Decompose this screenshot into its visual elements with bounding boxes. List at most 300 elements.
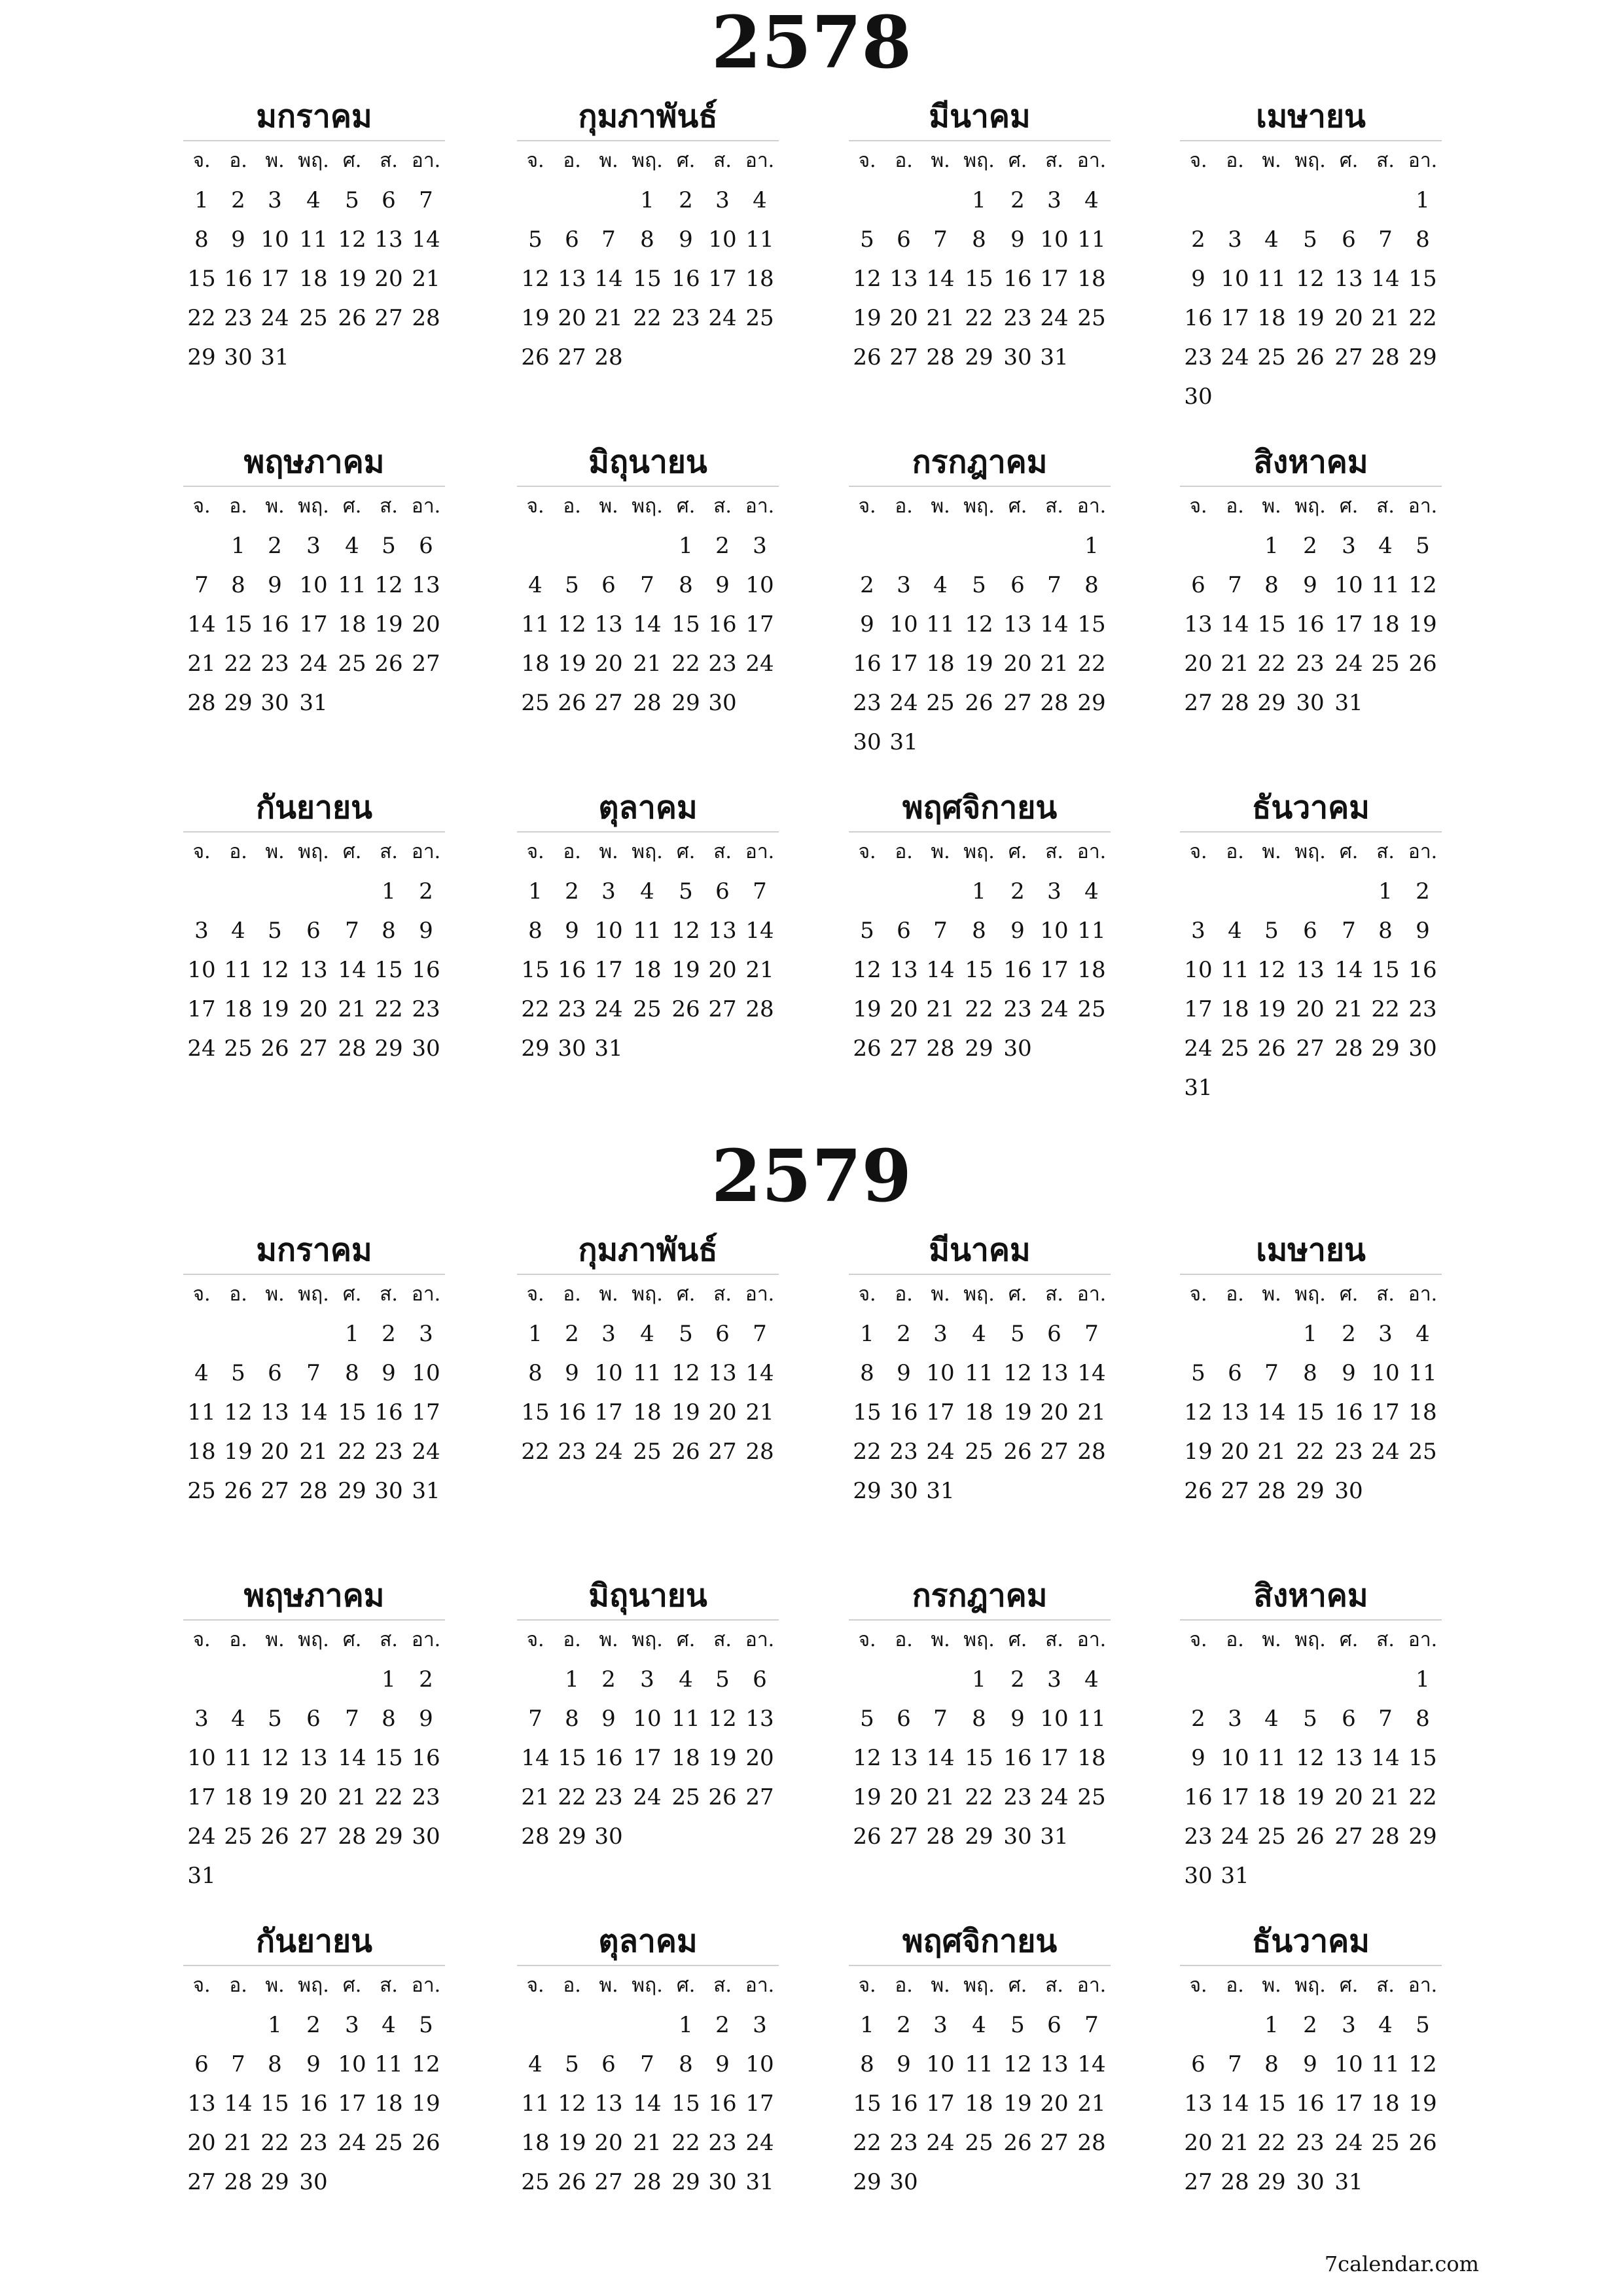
- day-cell: 28: [521, 1823, 550, 1850]
- day-cell: 22: [671, 2130, 700, 2156]
- day-cell: 20: [558, 305, 586, 331]
- day-cell: 25: [1257, 344, 1286, 370]
- day-cell: 20: [1334, 1784, 1363, 1810]
- day-cell: 21: [745, 1399, 774, 1426]
- day-cell: 31: [1334, 2169, 1363, 2195]
- weekday-label: อา.: [1408, 1283, 1438, 1306]
- weekday-label: พ.: [1262, 1974, 1281, 1997]
- weekday-label: อา.: [411, 495, 441, 518]
- day-cell: 7: [1378, 1706, 1393, 1732]
- day-cell: 3: [933, 2012, 948, 2038]
- day-cell: 31: [299, 690, 328, 716]
- day-cell: 4: [1264, 226, 1279, 253]
- month-grid: [183, 1275, 445, 1511]
- day-cell: 21: [745, 957, 774, 983]
- day-cell: 8: [972, 226, 986, 253]
- day-cell: 12: [853, 1745, 882, 1771]
- day-cell: 25: [633, 996, 662, 1022]
- day-cell: 12: [1184, 1399, 1213, 1426]
- day-cell: 27: [412, 651, 440, 677]
- day-cell: 18: [1221, 996, 1249, 1022]
- weekday-label: พฤ.: [963, 1974, 995, 1997]
- empty-cell: [517, 1660, 554, 1699]
- empty-cell: [922, 1660, 959, 1699]
- month-block: [183, 1225, 445, 1511]
- day-cell: 21: [926, 996, 955, 1022]
- empty-cell: [1217, 1660, 1253, 1699]
- day-cell: 6: [601, 2051, 616, 2077]
- day-cell: 21: [338, 1784, 366, 1810]
- day-cell: 19: [1003, 1399, 1032, 1426]
- day-cell: 29: [187, 344, 216, 370]
- day-cell: 14: [224, 2090, 253, 2117]
- weekday-label: ส.: [1376, 149, 1395, 172]
- day-cell: 6: [897, 918, 911, 944]
- day-cell: 15: [965, 1745, 993, 1771]
- day-cell: 28: [224, 2169, 253, 2195]
- day-cell: 23: [889, 2130, 918, 2156]
- day-cell: 26: [260, 1823, 289, 1850]
- day-cell: 31: [594, 1035, 623, 1062]
- weekday-label: อ.: [1226, 1974, 1244, 1997]
- day-cell: 29: [1077, 690, 1106, 716]
- weekday-label: จ.: [858, 1283, 876, 1306]
- day-cell: 13: [1040, 1360, 1069, 1386]
- day-cell: 6: [1191, 2051, 1205, 2077]
- day-cell: 8: [1378, 918, 1393, 944]
- day-cell: 6: [897, 1706, 911, 1732]
- day-cell: 31: [889, 729, 918, 755]
- day-cell: 15: [187, 266, 216, 292]
- weekday-label: อา.: [411, 1628, 441, 1651]
- year-title: 2578: [711, 0, 912, 84]
- day-cell: 4: [640, 1321, 654, 1347]
- day-cell: 23: [1334, 1439, 1363, 1465]
- day-cell: 1: [565, 1666, 579, 1693]
- day-cell: 31: [1040, 1823, 1069, 1850]
- day-cell: 29: [1408, 1823, 1437, 1850]
- day-cell: 30: [1184, 384, 1213, 410]
- day-cell: 13: [558, 266, 586, 292]
- weekday-label: อา.: [745, 495, 775, 518]
- day-cell: 29: [1257, 2169, 1286, 2195]
- day-cell: 14: [745, 1360, 774, 1386]
- weekday-label: จ.: [192, 1283, 211, 1306]
- empty-cell: [183, 2005, 220, 2045]
- day-cell: 16: [1184, 1784, 1213, 1810]
- empty-cell: [849, 181, 885, 220]
- day-cell: 4: [306, 187, 321, 213]
- weekday-label: จ.: [192, 840, 211, 863]
- day-cell: 4: [528, 572, 543, 598]
- day-cell: 2: [1303, 533, 1317, 559]
- month-grid: [183, 833, 445, 1068]
- day-cell: 8: [860, 1360, 874, 1386]
- empty-cell: [590, 2005, 627, 2045]
- day-cell: 16: [412, 1745, 440, 1771]
- day-cell: 31: [260, 344, 289, 370]
- day-cell: 12: [853, 266, 882, 292]
- weekday-label: พ.: [265, 1974, 285, 1997]
- weekday-label: ศ.: [1339, 840, 1359, 863]
- day-cell: 19: [338, 266, 366, 292]
- day-cell: 18: [1257, 305, 1286, 331]
- day-cell: 21: [1077, 2090, 1106, 2117]
- day-cell: 18: [1077, 1745, 1106, 1771]
- month-block: [849, 1571, 1111, 1856]
- day-cell: 15: [1257, 611, 1286, 637]
- weekday-label: อา.: [745, 840, 775, 863]
- month-grid: [849, 833, 1111, 1068]
- day-cell: 13: [889, 1745, 918, 1771]
- day-cell: 17: [633, 1745, 662, 1771]
- day-cell: 4: [231, 918, 245, 944]
- weekday-label: ศ.: [676, 1974, 696, 1997]
- day-cell: 5: [679, 1321, 693, 1347]
- weekday-label: พฤ.: [632, 1283, 663, 1306]
- empty-cell: [183, 1660, 220, 1699]
- weekday-label: ศ.: [1339, 495, 1359, 518]
- month-name: มิถุนายน: [517, 1571, 779, 1621]
- day-cell: 21: [338, 996, 366, 1022]
- day-cell: 23: [594, 1784, 623, 1810]
- weekday-label: พฤ.: [298, 840, 329, 863]
- day-cell: 7: [345, 1706, 359, 1732]
- day-cell: 12: [965, 611, 993, 637]
- weekday-label: ศ.: [342, 1283, 362, 1306]
- day-cell: 19: [224, 1439, 253, 1465]
- weekday-label: จ.: [526, 1628, 544, 1651]
- weekday-label: จ.: [858, 840, 876, 863]
- day-cell: 18: [338, 611, 366, 637]
- day-cell: 29: [374, 1823, 403, 1850]
- weekday-label: พฤ.: [298, 1283, 329, 1306]
- day-cell: 13: [594, 611, 623, 637]
- day-cell: 18: [1077, 266, 1106, 292]
- day-cell: 23: [1003, 1784, 1032, 1810]
- day-cell: 22: [521, 996, 550, 1022]
- day-cell: 3: [194, 918, 209, 944]
- day-cell: 2: [268, 533, 282, 559]
- day-cell: 30: [260, 690, 289, 716]
- day-cell: 5: [1416, 533, 1430, 559]
- weekday-label: พฤ.: [298, 495, 329, 518]
- day-cell: 13: [260, 1399, 289, 1426]
- day-cell: 13: [299, 1745, 328, 1771]
- day-cell: 3: [897, 572, 911, 598]
- day-cell: 9: [715, 572, 730, 598]
- month-block: [1180, 1225, 1442, 1511]
- day-cell: 9: [1010, 918, 1025, 944]
- month-block: [1180, 1571, 1442, 1895]
- day-cell: 21: [412, 266, 440, 292]
- weekday-label: พ.: [265, 840, 285, 863]
- weekday-label: พ.: [1262, 495, 1281, 518]
- day-cell: 26: [671, 1439, 700, 1465]
- day-cell: 2: [715, 2012, 730, 2038]
- day-cell: 15: [521, 1399, 550, 1426]
- day-cell: 4: [1416, 1321, 1430, 1347]
- day-cell: 28: [1371, 344, 1400, 370]
- weekday-label: พฤ.: [1294, 840, 1326, 863]
- day-cell: 4: [345, 533, 359, 559]
- day-cell: 15: [671, 2090, 700, 2117]
- day-cell: 23: [374, 1439, 403, 1465]
- day-cell: 26: [853, 1035, 882, 1062]
- month-grid: [1180, 1966, 1442, 2202]
- day-cell: 5: [860, 226, 874, 253]
- day-cell: 9: [306, 2051, 321, 2077]
- day-cell: 31: [745, 2169, 774, 2195]
- weekday-label: ส.: [713, 495, 732, 518]
- weekday-label: จ.: [1189, 1628, 1207, 1651]
- day-cell: 13: [374, 226, 403, 253]
- month-grid: [517, 487, 779, 723]
- month-name: สิงหาคม: [1180, 437, 1442, 487]
- day-cell: 5: [1010, 2012, 1025, 2038]
- day-cell: 9: [860, 611, 874, 637]
- day-cell: 21: [224, 2130, 253, 2156]
- day-cell: 28: [633, 690, 662, 716]
- day-cell: 15: [853, 1399, 882, 1426]
- day-cell: 3: [1228, 1706, 1242, 1732]
- day-cell: 8: [972, 1706, 986, 1732]
- weekday-label: พ.: [931, 1283, 950, 1306]
- day-cell: 30: [558, 1035, 586, 1062]
- day-cell: 29: [853, 1478, 882, 1504]
- empty-cell: [517, 181, 554, 220]
- day-cell: 21: [521, 1784, 550, 1810]
- day-cell: 26: [1257, 1035, 1286, 1062]
- month-grid: [1180, 1275, 1442, 1511]
- day-cell: 25: [299, 305, 328, 331]
- day-cell: 11: [745, 226, 774, 253]
- day-cell: 25: [521, 690, 550, 716]
- empty-cell: [885, 526, 922, 565]
- day-cell: 18: [633, 1399, 662, 1426]
- day-cell: 11: [187, 1399, 216, 1426]
- day-cell: 22: [187, 305, 216, 331]
- day-cell: 3: [601, 878, 616, 905]
- day-cell: 18: [1371, 2090, 1400, 2117]
- day-cell: 16: [1003, 1745, 1032, 1771]
- weekday-label: ศ.: [342, 1628, 362, 1651]
- day-cell: 18: [745, 266, 774, 292]
- day-cell: 27: [1221, 1478, 1249, 1504]
- month-block: [849, 92, 1111, 377]
- day-cell: 16: [558, 1399, 586, 1426]
- day-cell: 5: [860, 1706, 874, 1732]
- day-cell: 3: [1342, 533, 1356, 559]
- day-cell: 21: [1371, 305, 1400, 331]
- day-cell: 30: [1296, 2169, 1325, 2195]
- day-cell: 22: [558, 1784, 586, 1810]
- day-cell: 2: [382, 1321, 396, 1347]
- day-cell: 17: [299, 611, 328, 637]
- day-cell: 18: [187, 1439, 216, 1465]
- day-cell: 1: [382, 1666, 396, 1693]
- month-grid: [183, 1966, 445, 2202]
- day-cell: 12: [558, 2090, 586, 2117]
- day-cell: 7: [933, 226, 948, 253]
- day-cell: 14: [633, 611, 662, 637]
- day-cell: 11: [338, 572, 366, 598]
- weekday-label: พฤ.: [298, 1628, 329, 1651]
- day-cell: 2: [897, 1321, 911, 1347]
- weekday-label: อา.: [1408, 840, 1438, 863]
- day-cell: 25: [1077, 305, 1106, 331]
- day-cell: 20: [374, 266, 403, 292]
- day-cell: 24: [338, 2130, 366, 2156]
- day-cell: 30: [412, 1823, 440, 1850]
- empty-cell: [1290, 872, 1330, 911]
- day-cell: 7: [753, 878, 767, 905]
- day-cell: 2: [231, 187, 245, 213]
- month-name: ธันวาคม: [1180, 1916, 1442, 1966]
- weekday-label: พ.: [1262, 1628, 1281, 1651]
- day-cell: 20: [1221, 1439, 1249, 1465]
- day-cell: 19: [260, 996, 289, 1022]
- day-cell: 17: [708, 266, 737, 292]
- weekday-label: ศ.: [1008, 149, 1027, 172]
- day-cell: 20: [594, 2130, 623, 2156]
- day-cell: 8: [565, 1706, 579, 1732]
- day-cell: 3: [753, 533, 767, 559]
- day-cell: 15: [521, 957, 550, 983]
- day-cell: 22: [224, 651, 253, 677]
- day-cell: 7: [1342, 918, 1356, 944]
- day-cell: 17: [187, 996, 216, 1022]
- day-cell: 24: [745, 2130, 774, 2156]
- day-cell: 17: [1040, 266, 1069, 292]
- weekday-label: ส.: [1045, 840, 1063, 863]
- day-cell: 6: [897, 226, 911, 253]
- weekday-label: จ.: [192, 1628, 211, 1651]
- day-cell: 23: [708, 2130, 737, 2156]
- weekday-label: พฤ.: [1294, 149, 1326, 172]
- weekday-label: อ.: [895, 840, 913, 863]
- weekday-label: ศ.: [676, 1283, 696, 1306]
- day-cell: 7: [640, 2051, 654, 2077]
- day-cell: 24: [187, 1035, 216, 1062]
- day-cell: 19: [671, 957, 700, 983]
- day-cell: 18: [633, 957, 662, 983]
- weekday-label: พ.: [931, 1628, 950, 1651]
- day-cell: 4: [528, 2051, 543, 2077]
- weekday-label: ศ.: [1339, 149, 1359, 172]
- day-cell: 6: [194, 2051, 209, 2077]
- day-cell: 4: [1228, 918, 1242, 944]
- weekday-label: จ.: [192, 149, 211, 172]
- weekday-label: อ.: [1226, 149, 1244, 172]
- weekday-label: พ.: [265, 495, 285, 518]
- day-cell: 24: [299, 651, 328, 677]
- empty-cell: [293, 1660, 334, 1699]
- weekday-label: อา.: [745, 149, 775, 172]
- weekday-label: ส.: [380, 495, 398, 518]
- day-cell: 30: [224, 344, 253, 370]
- day-cell: 26: [853, 1823, 882, 1850]
- day-cell: 7: [528, 1706, 543, 1732]
- day-cell: 10: [889, 611, 918, 637]
- day-cell: 12: [708, 1706, 737, 1732]
- day-cell: 12: [1408, 2051, 1437, 2077]
- day-cell: 13: [1334, 1745, 1363, 1771]
- day-cell: 22: [374, 1784, 403, 1810]
- empty-cell: [1367, 181, 1404, 220]
- day-cell: 30: [708, 2169, 737, 2195]
- weekday-label: อา.: [1077, 495, 1107, 518]
- weekday-label: จ.: [1189, 149, 1207, 172]
- weekday-label: พ.: [599, 149, 618, 172]
- weekday-label: พ.: [265, 149, 285, 172]
- day-cell: 15: [558, 1745, 586, 1771]
- day-cell: 26: [671, 996, 700, 1022]
- weekday-label: พ.: [599, 840, 618, 863]
- day-cell: 16: [1296, 611, 1325, 637]
- empty-cell: [1290, 1660, 1330, 1699]
- day-cell: 11: [671, 1706, 700, 1732]
- day-cell: 24: [1040, 996, 1069, 1022]
- empty-cell: [885, 1660, 922, 1699]
- day-cell: 14: [745, 918, 774, 944]
- day-cell: 21: [1077, 1399, 1106, 1426]
- day-cell: 28: [926, 1035, 955, 1062]
- day-cell: 28: [926, 344, 955, 370]
- day-cell: 5: [1264, 918, 1279, 944]
- day-cell: 23: [412, 996, 440, 1022]
- day-cell: 31: [412, 1478, 440, 1504]
- day-cell: 16: [260, 611, 289, 637]
- day-cell: 17: [187, 1784, 216, 1810]
- weekday-label: อา.: [745, 1974, 775, 1997]
- weekday-label: อ.: [229, 495, 247, 518]
- day-cell: 19: [1184, 1439, 1213, 1465]
- weekday-label: ส.: [1045, 1974, 1063, 1997]
- day-cell: 15: [853, 2090, 882, 2117]
- day-cell: 25: [521, 2169, 550, 2195]
- weekday-label: ส.: [1376, 1628, 1395, 1651]
- day-cell: 20: [1296, 996, 1325, 1022]
- day-cell: 24: [1334, 2130, 1363, 2156]
- day-cell: 29: [965, 1823, 993, 1850]
- weekday-label: พฤ.: [963, 1283, 995, 1306]
- empty-cell: [183, 526, 220, 565]
- weekday-label: ศ.: [342, 495, 362, 518]
- weekday-label: จ.: [526, 495, 544, 518]
- day-cell: 2: [565, 878, 579, 905]
- day-cell: 31: [1221, 1863, 1249, 1889]
- empty-cell: [257, 1314, 293, 1354]
- day-cell: 13: [299, 957, 328, 983]
- empty-cell: [885, 181, 922, 220]
- day-cell: 26: [521, 344, 550, 370]
- day-cell: 1: [679, 533, 693, 559]
- month-name: พฤศจิกายน: [849, 1916, 1111, 1966]
- day-cell: 20: [1003, 651, 1032, 677]
- weekday-label: อา.: [1077, 1974, 1107, 1997]
- empty-cell: [627, 2005, 668, 2045]
- day-cell: 11: [374, 2051, 403, 2077]
- day-cell: 1: [1264, 2012, 1279, 2038]
- day-cell: 6: [268, 1360, 282, 1386]
- day-cell: 12: [374, 572, 403, 598]
- day-cell: 12: [1003, 1360, 1032, 1386]
- weekday-label: อา.: [1408, 1974, 1438, 1997]
- weekday-label: ส.: [380, 1974, 398, 1997]
- empty-cell: [1217, 2005, 1253, 2045]
- day-cell: 3: [268, 187, 282, 213]
